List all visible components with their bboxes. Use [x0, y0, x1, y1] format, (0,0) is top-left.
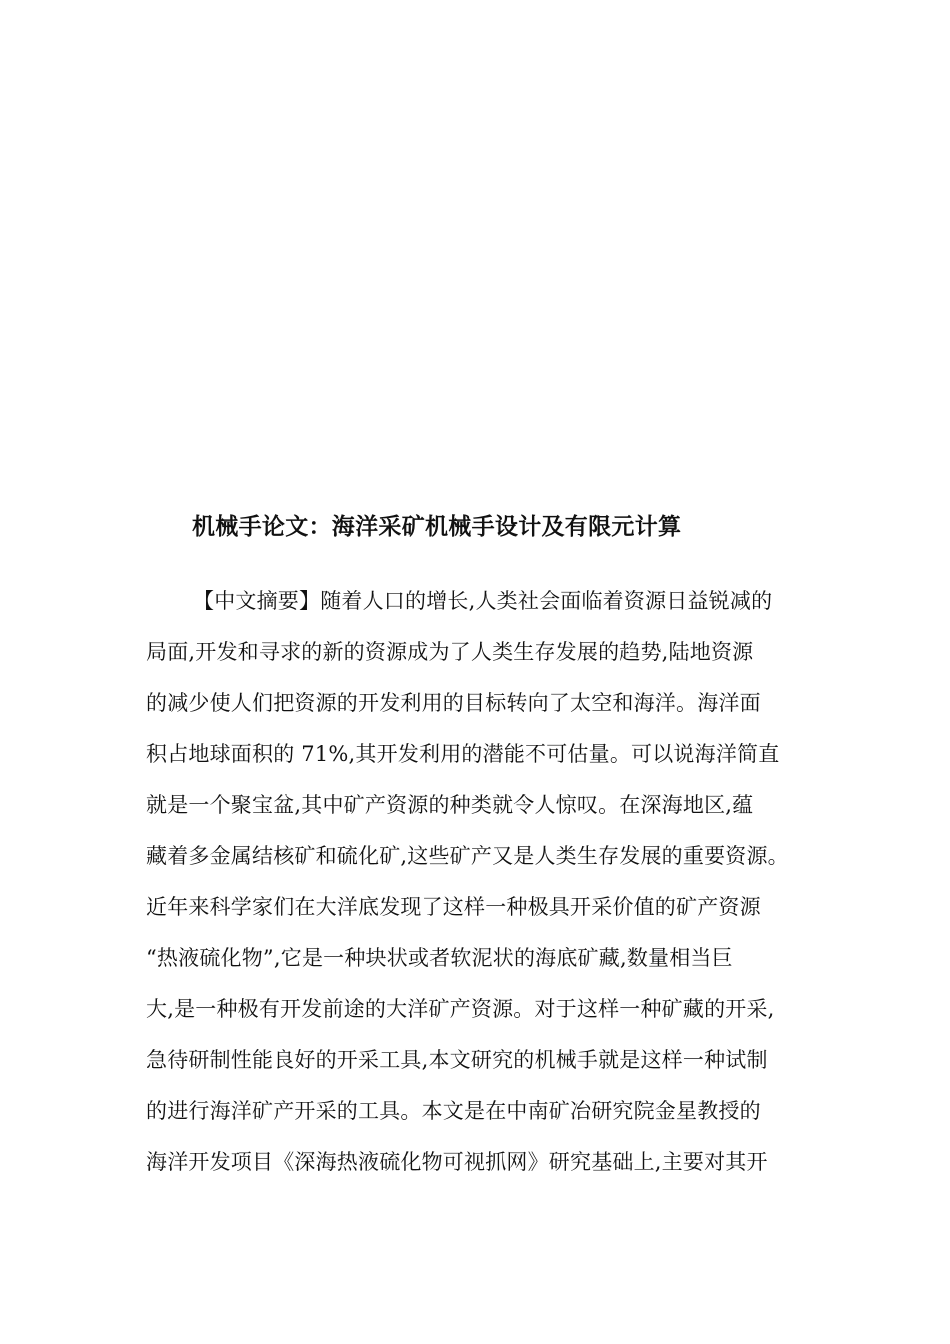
abstract-paragraph	[146, 580, 836, 1192]
abstract-line-5: 就是一个聚宝盆,其中矿产资源的种类就令人惊叹。在深海地区,蕴	[146, 793, 754, 817]
abstract-line-1: 【中文摘要】随着人口的增长,人类社会面临着资源日益锐减的	[193, 589, 773, 613]
abstract-line-3: 的减少使人们把资源的开发利用的目标转向了太空和海洋。海洋面	[146, 691, 761, 715]
abstract-line-2: 局面,开发和寻求的新的资源成为了人类生存发展的趋势,陆地资源	[146, 640, 754, 664]
abstract-line-6: 藏着多金属结核矿和硫化矿,这些矿产又是人类生存发展的重要资源。	[146, 844, 789, 868]
abstract-line-8: “热液硫化物”,它是一种块状或者软泥状的海底矿藏,数量相当巨	[146, 946, 733, 970]
abstract-line-4: 积占地球面积的 71%,其开发利用的潜能不可估量。可以说海洋简直	[146, 742, 780, 766]
abstract-line-7: 近年来科学家们在大洋底发现了这样一种极具开采价值的矿产资源	[146, 895, 761, 919]
abstract-line-10: 急待研制性能良好的开采工具,本文研究的机械手就是这样一种试制	[146, 1048, 768, 1072]
document-title: 机械手论文：海洋采矿机械手设计及有限元计算	[192, 513, 682, 540]
abstract-line-9: 大,是一种极有开发前途的大洋矿产资源。对于这样一种矿藏的开采,	[146, 997, 775, 1021]
abstract-line-11: 的进行海洋矿产开采的工具。本文是在中南矿冶研究院金星教授的	[146, 1099, 761, 1123]
abstract-line-12: 海洋开发项目《深海热液硫化物可视抓网》研究基础上,主要对其开	[146, 1150, 768, 1174]
